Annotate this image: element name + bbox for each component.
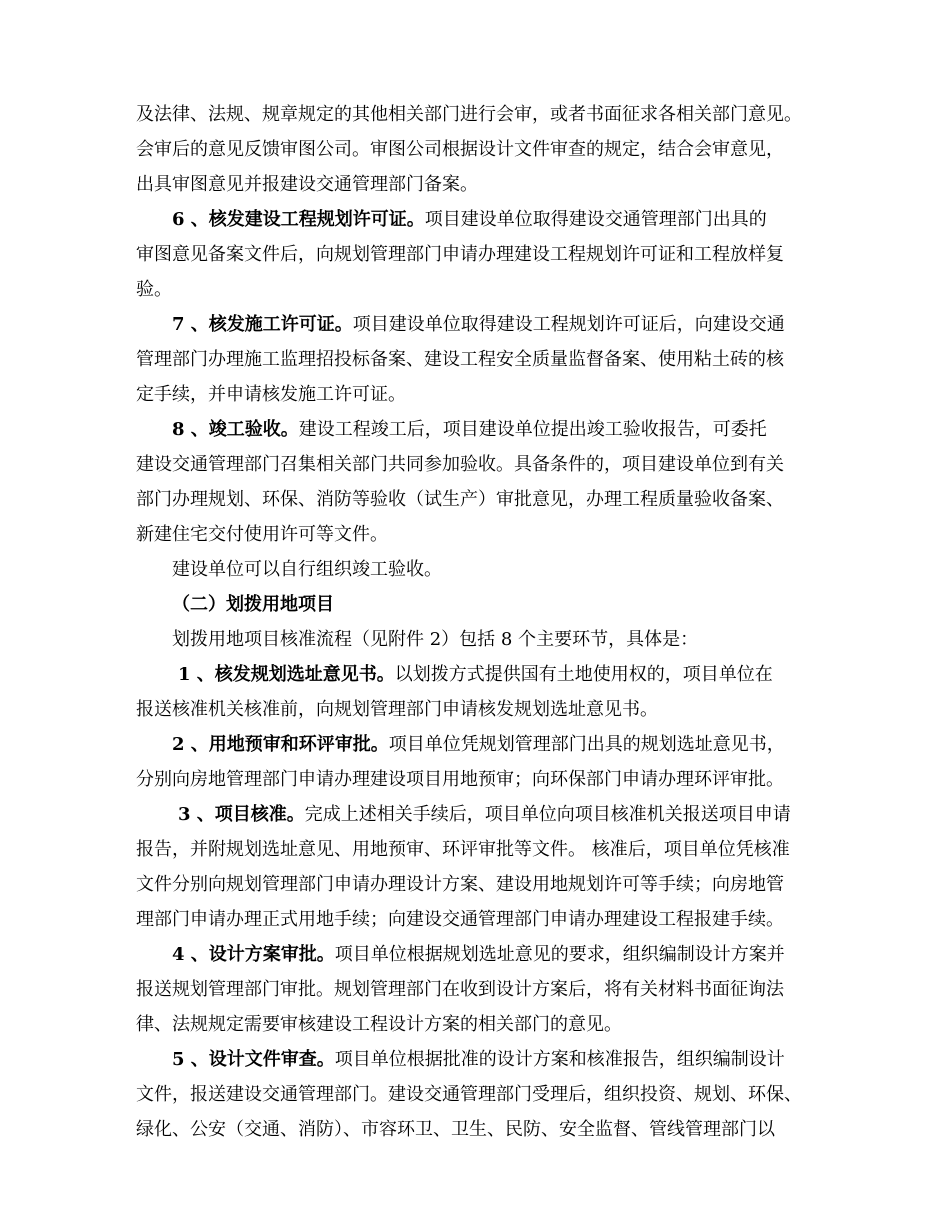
text-line: 报送核准机关核准前，向规划管理部门申请核发规划选址意见书。 (136, 699, 658, 720)
text-line: 及法律、法规、规章规定的其他相关部门进行会审，或者书面征求各相关部门意见。 (136, 104, 802, 125)
item-number: 4 、 (172, 944, 209, 965)
item-text: 完成上述相关手续后，项目单位向项目核准机关报送项目申请 (304, 804, 791, 825)
text-line: 理部门申请办理正式用地手续；向建设交通管理部门申请办理建设工程报建手续。 (136, 909, 784, 930)
text-line: 审图意见备案文件后，向规划管理部门申请办理建设工程规划许可证和工程放样复 (136, 244, 784, 265)
item-text: 项目单位根据批准的设计方案和核准报告，组织编制设计 (334, 1049, 785, 1070)
numbered-paragraph-first-line (172, 314, 785, 336)
text-line: 出具审图意见并报建设交通管理部门备案。 (136, 174, 478, 195)
text-line: 分别向房地管理部门申请办理建设项目用地预审；向环保部门申请办理环评审批。 (136, 769, 784, 790)
text-line: 定手续，并申请核发施工许可证。 (136, 384, 406, 405)
text-line: 部门办理规划、环保、消防等验收（试生产）审批意见，办理工程质量验收备案、 (136, 489, 784, 510)
item-text: 项目单位根据规划选址意见的要求，组织编制设计方案并 (334, 944, 785, 965)
item-number: 7 、 (172, 314, 209, 335)
item-heading: 核发规划选址意见书。 (214, 664, 395, 685)
text-line: 文件，报送建设交通管理部门。建设交通管理部门受理后，组织投资、规划、环保、 (136, 1084, 802, 1105)
text-line: 建设单位可以自行组织竣工验收。 (172, 559, 442, 580)
item-heading: 用地预审和环评审批。 (208, 734, 389, 755)
text-line: 律、法规规定需要审核建设工程设计方案的相关部门的意见。 (136, 1014, 622, 1035)
item-number: 1 、 (178, 664, 215, 685)
text-line: 会审后的意见反馈审图公司。审图公司根据设计文件审查的规定，结合会审意见， (136, 139, 784, 160)
item-number: 3 、 (178, 804, 215, 825)
numbered-paragraph-first-line (172, 419, 767, 441)
item-number: 2 、 (172, 734, 209, 755)
item-heading: 设计方案审批。 (208, 944, 335, 965)
numbered-paragraph-first-line (172, 734, 785, 756)
item-number: 6 、 (172, 209, 209, 230)
numbered-paragraph-first-line (178, 664, 773, 686)
numbered-paragraph-first-line (172, 944, 785, 966)
text-line: 划拨用地项目核准流程（见附件 2）包括 8 个主要环节，具体是： (172, 629, 699, 650)
item-text: 以划拨方式提供国有土地使用权的，项目单位在 (394, 664, 773, 685)
item-number: 5 、 (172, 1049, 209, 1070)
item-number: 8 、 (172, 419, 209, 440)
numbered-paragraph-first-line (178, 804, 791, 826)
item-text: 项目单位凭规划管理部门出具的规划选址意见书， (388, 734, 785, 755)
text-line: 验。 (136, 279, 172, 300)
item-heading: 核发施工许可证。 (208, 314, 353, 335)
item-heading: 项目核准。 (214, 804, 305, 825)
text-line: 报告，并附规划选址意见、用地预审、环评审批等文件。 核准后，项目单位凭核准 (136, 839, 790, 860)
item-text: 项目建设单位取得建设交通管理部门出具的 (424, 209, 767, 230)
text-line: 文件分别向规划管理部门申请办理设计方案、建设用地规划许可等手续；向房地管 (136, 874, 784, 895)
text-line: 建设交通管理部门召集相关部门共同参加验收。具备条件的，项目建设单位到有关 (136, 454, 784, 475)
item-heading: 竣工验收。 (208, 419, 299, 440)
text-line: 管理部门办理施工监理招投标备案、建设工程安全质量监督备案、使用粘土砖的核 (136, 349, 784, 370)
numbered-paragraph-first-line (172, 209, 767, 231)
item-text: 项目建设单位取得建设工程规划许可证后，向建设交通 (352, 314, 785, 335)
item-heading: 设计文件审查。 (208, 1049, 335, 1070)
numbered-paragraph-first-line (172, 1049, 785, 1071)
item-text: 建设工程竣工后，项目建设单位提出竣工验收报告，可委托 (298, 419, 767, 440)
section-title: （二）划拨用地项目 (172, 594, 334, 615)
text-line: 绿化、公安（交通、消防）、市容环卫、卫生、民防、安全监督、管线管理部门以 (136, 1119, 775, 1140)
item-heading: 核发建设工程规划许可证。 (208, 209, 425, 230)
text-line: 报送规划管理部门审批。规划管理部门在收到设计方案后，将有关材料书面征询法 (136, 979, 784, 1000)
text-line: 新建住宅交付使用许可等文件。 (136, 524, 388, 545)
